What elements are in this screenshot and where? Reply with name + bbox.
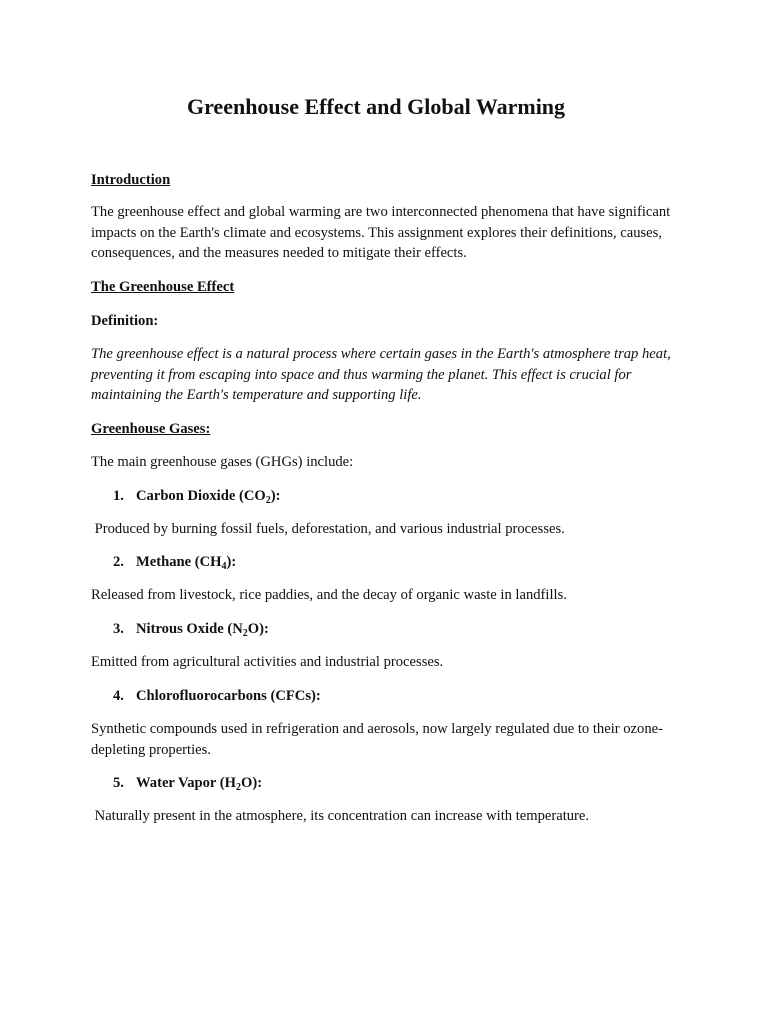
gas-name-text-end: O): [241,775,263,791]
introduction-body: The greenhouse effect and global warming are two interconnected phenomena that have significant impacts on the Earth's climate and ecosystems. This assignment explores their definitions, causes, consequences, and the measures needed to mitigate their effects. [91,204,671,262]
gas-name-chlorofluorocarbons: Chlorofluorocarbons (CFCs): [136,688,321,704]
gas-description: Produced by burning fossil fuels, deforestation, and various industrial processes. [91,521,565,537]
gas-name-water-vapor [136,773,262,798]
gas-description: Released from livestock, rice paddies, and the decay of organic waste in landfills. [91,587,567,603]
list-item-number: 4. [113,688,124,704]
gas-description: Naturally present in the atmosphere, its concentration can increase with temperature. [91,808,590,824]
gas-name-text: Nitrous Oxide (N [136,621,243,637]
gas-subscript: 2 [236,782,242,793]
list-item-number: 1. [113,488,124,504]
gas-name-text: Methane (CH [136,554,222,570]
list-item-number: 5. [113,775,124,791]
introduction-heading: Introduction [91,172,171,188]
gas-subscript: 2 [242,628,248,639]
document-title: Greenhouse Effect and Global Warming [186,94,566,119]
gas-subscript: 4 [221,561,227,572]
gas-description: Synthetic compounds used in refrigeration and aerosols, now largely regulated due to their ozone-depleting properties. [91,721,663,758]
gas-description: Emitted from agricultural activities and industrial processes. [91,654,444,670]
gas-name-nitrous-oxide [136,619,269,644]
greenhouse-effect-heading: The Greenhouse Effect [91,279,235,295]
list-item-number: 2. [113,554,124,570]
greenhouse-gases-intro: The main greenhouse gases (GHGs) include: [91,454,354,470]
gas-name-methane [136,552,236,577]
gas-name-text: Carbon Dioxide (CO [136,488,266,504]
definition-text: The greenhouse effect is a natural process where certain gases in the Earth's atmosphere trap heat, preventing it from escaping into space and thus warming the planet. This effect is crucial for maintaining the Earth's temperature and supporting life. [91,346,671,404]
gas-name-text-end: ): [226,554,237,570]
gas-name-text-end: O): [247,621,269,637]
gas-subscript: 2 [265,495,271,506]
gas-name-text: Water Vapor (H [136,775,237,791]
definition-label: Definition: [91,313,159,329]
gas-name-text-end: ): [270,488,281,504]
greenhouse-gases-heading: Greenhouse Gases: [91,421,211,437]
gas-name-carbon-dioxide [136,486,280,511]
list-item-number: 3. [113,621,124,637]
